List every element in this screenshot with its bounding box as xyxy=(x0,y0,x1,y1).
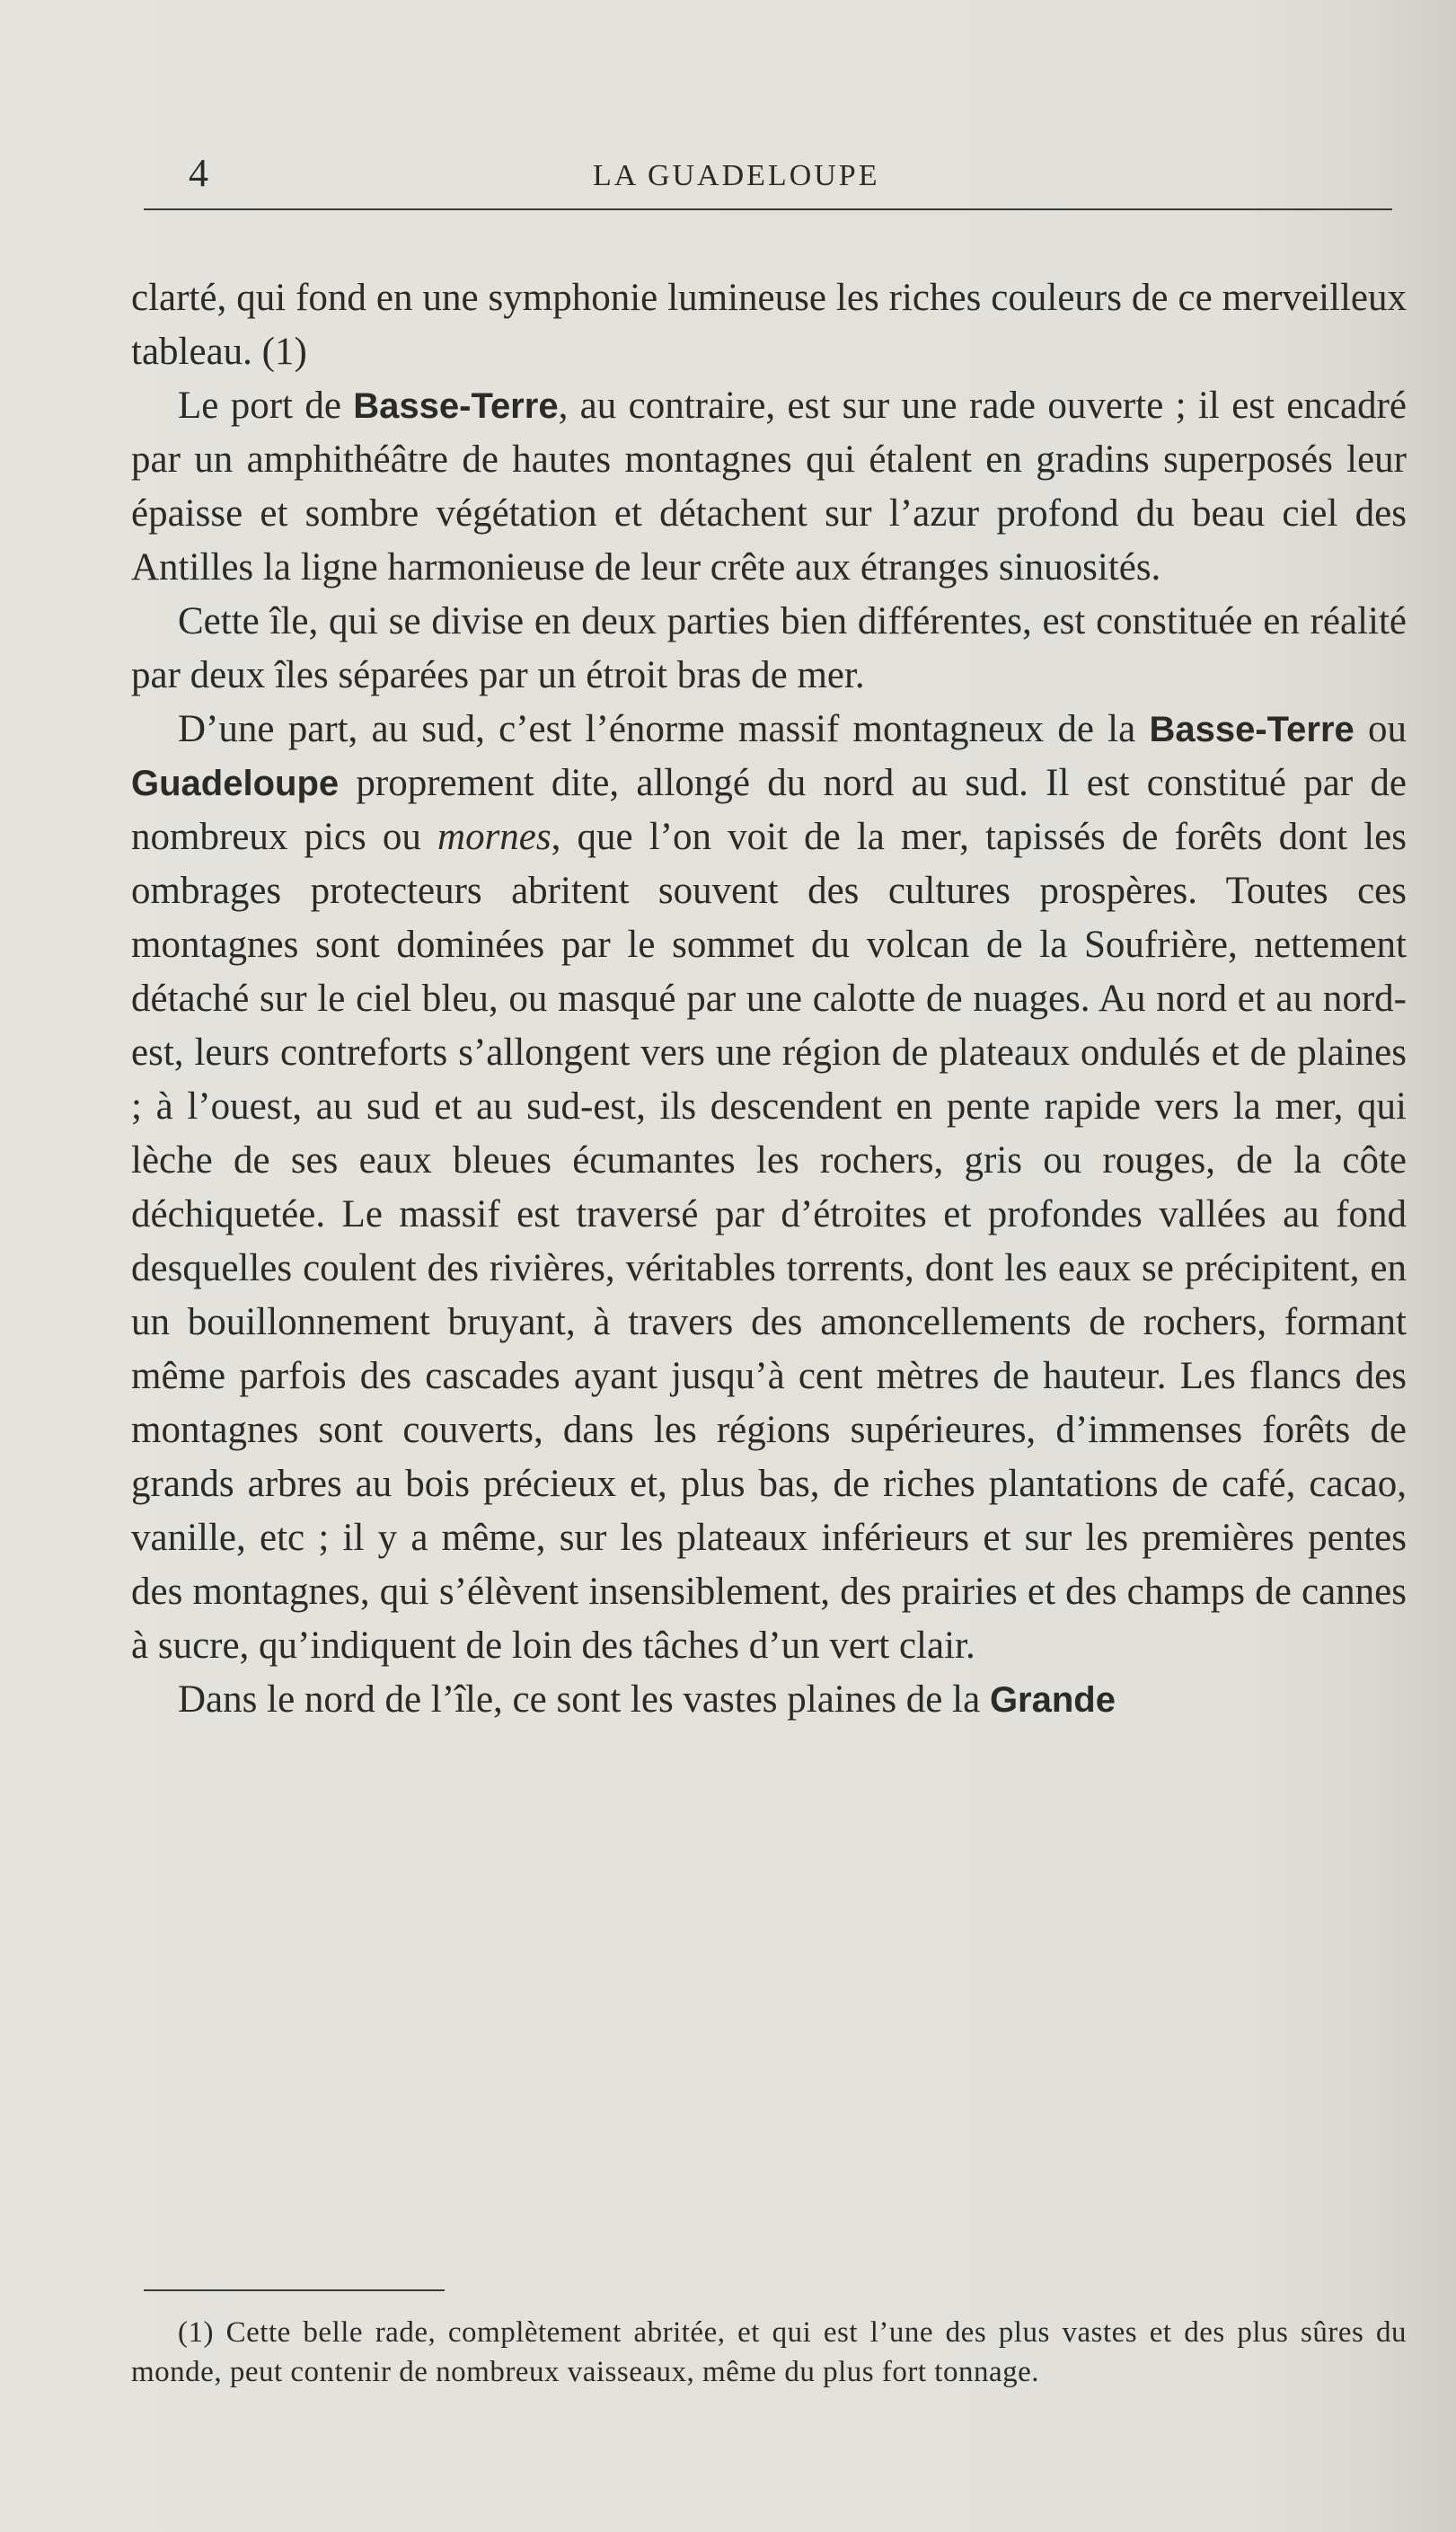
paragraph-massif xyxy=(131,703,1407,1673)
place-name-bold: Grande xyxy=(989,1680,1116,1720)
paragraph-port xyxy=(131,379,1407,595)
text-run: , que l’on voit de la mer, tapissés de forêts dont les ombrages protecteurs abritent souvent des cultures prospères. Toutes ces montagnes sont dominées par le sommet du volcan de la Soufrière, nettement détaché sur le ciel bleu, ou masqué par une calotte de nuages. Au nord et au nord-est, leurs contreforts s’allongent vers une région de plateaux ondulés et de plaines ; à l’ouest, au sud et au sud-est, ils descendent en pente rapide vers la mer, qui lèche de ses eaux bleues écumantes les rochers, gris ou rouges, de la côte déchiquetée. Le massif est traversé par d’étroites et profondes vallées au fond desquelles coulent des rivières, véritables torrents, dont les eaux se précipitent, en un bouillonnement bruyant, à travers des amoncellements de rochers, formant même parfois des cascades ayant jusqu’à cent mètres de hauteur. Les flancs des montagnes sont couverts, dans les régions supérieures, d’immenses forêts de grands arbres au bois précieux et, plus bas, de riches plantations de café, cacao, vanille, etc ; il y a même, sur les plateaux inférieurs et sur les premières pentes des montagnes, qui s’élèvent insensiblement, des prairies et des champs de cannes à sucre, qu’indiquent de loin des tâches d’un vert clair. xyxy=(131,816,1407,1667)
text-run: , au contraire, est sur une rade ouverte ; il est encadré par un amphithéâtre de hautes montagnes qui étalent en gradins superposés leur épaisse et sombre végétation et détachent sur l’azur profond du beau ciel des Antilles la ligne harmonieuse de leur crête aux étranges sinuosités. xyxy=(131,385,1407,589)
paragraph-island: Cette île, qui se divise en deux parties bien différentes, est constituée en réalité par deux îles séparées par un étroit bras de mer. xyxy=(131,600,1407,696)
body-text xyxy=(131,271,1407,1727)
text-run: Dans le nord de l’île, ce sont les vastes plaines de la xyxy=(178,1678,990,1721)
page-header xyxy=(144,151,1392,205)
page-number: 4 xyxy=(189,151,208,195)
header-rule xyxy=(144,208,1392,210)
place-name-bold: Basse-Terre xyxy=(353,386,559,426)
place-name-bold: Guadeloupe xyxy=(131,764,340,803)
italic-term: mornes xyxy=(437,816,552,858)
paragraph-north xyxy=(131,1673,1407,1727)
footnote-text: (1) Cette belle rade, complètement abritée, et qui est l’une des plus vastes et des plus sûres du monde, peut contenir de nombreux vaisseaux, même du plus fort tonnage. xyxy=(131,2316,1407,2388)
place-name-bold: Basse-Terre xyxy=(1149,710,1355,749)
text-run: D’une part, au sud, c’est l’énorme massif montagneux de la xyxy=(178,708,1150,750)
text-run: ou xyxy=(1354,708,1407,750)
paragraph-continuation: clarté, qui fond en une symphonie lumineuse les riches couleurs de ce merveilleux tableau. (1) xyxy=(131,277,1407,373)
footnote xyxy=(131,2313,1407,2392)
text-run: proprement dite, allongé du nord au sud. Il est constitué par de nombreux pics ou xyxy=(131,762,1407,858)
text-run: Le port de xyxy=(178,385,354,427)
running-title: LA GUADELOUPE xyxy=(593,159,880,192)
footnote-rule xyxy=(144,2289,445,2291)
